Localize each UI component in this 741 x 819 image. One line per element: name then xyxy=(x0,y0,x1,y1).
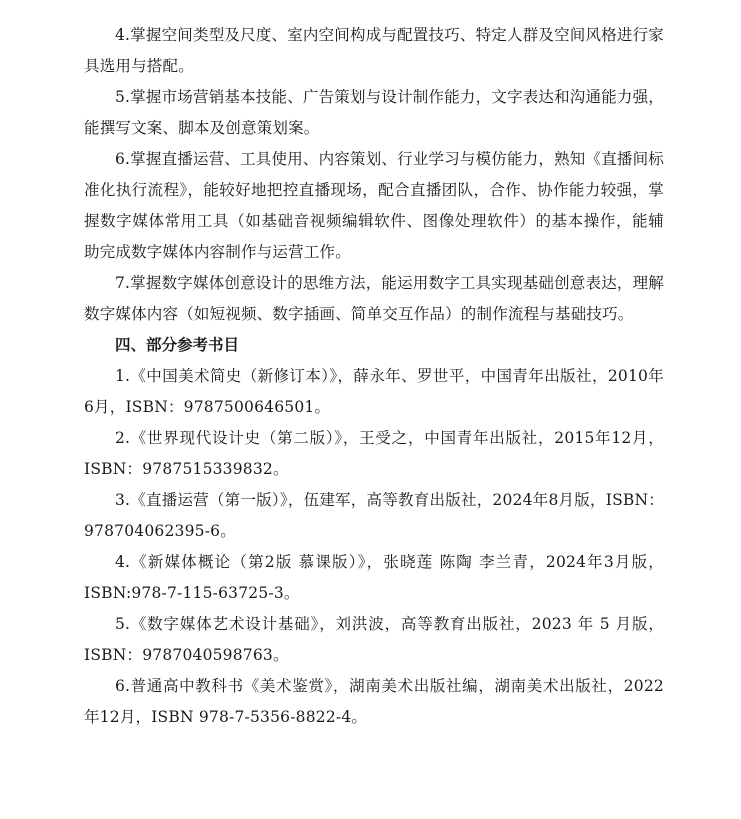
document-page xyxy=(84,20,664,733)
reference-item-4: 4.《新媒体概论（第2版 慕课版）》，张晓莲 陈陶 李兰青，2024年3月版，ISBN:978-7-115-63725-3。 xyxy=(84,553,664,602)
skill-item-7: 7.掌握数字媒体创意设计的思维方法，能运用数字工具实现基础创意表达，理解数字媒体内容（如短视频、数字插画、简单交互作品）的制作流程与基础技巧。 xyxy=(84,274,664,323)
skill-item-4: 4.掌握空间类型及尺度、室内空间构成与配置技巧、特定人群及空间风格进行家具选用与搭配。 xyxy=(84,26,664,75)
reference-item-5: 5.《数字媒体艺术设计基础》，刘洪波，高等教育出版社，2023 年 5 月版，ISBN：9787040598763。 xyxy=(84,615,664,664)
reference-item-3: 3.《直播运营（第一版）》，伍建军，高等教育出版社，2024年8月版，ISBN：978704062395-6。 xyxy=(84,491,664,540)
reference-item-2: 2.《世界现代设计史（第二版）》，王受之，中国青年出版社，2015年12月，ISBN：9787515339832。 xyxy=(84,429,664,478)
skill-item-5: 5.掌握市场营销基本技能、广告策划与设计制作能力，文字表达和沟通能力强，能撰写文案、脚本及创意策划案。 xyxy=(84,88,664,137)
references-heading: 四、部分参考书目 xyxy=(115,336,240,354)
skill-item-6: 6.掌握直播运营、工具使用、内容策划、行业学习与模仿能力，熟知《直播间标准化执行流程》，能较好地把控直播现场，配合直播团队，合作、协作能力较强，掌握数字媒体常用工具（如基础音视频编辑软件、图像处理软件）的基本操作，能辅助完成数字媒体内容制作与运营工作。 xyxy=(84,150,664,261)
reference-item-1: 1.《中国美术简史（新修订本）》，薛永年、罗世平，中国青年出版社，2010年6月，ISBN：9787500646501。 xyxy=(84,367,664,416)
reference-item-6: 6.普通高中教科书《美术鉴赏》，湖南美术出版社编，湖南美术出版社，2022年12月，ISBN 978-7-5356-8822-4。 xyxy=(84,677,664,726)
